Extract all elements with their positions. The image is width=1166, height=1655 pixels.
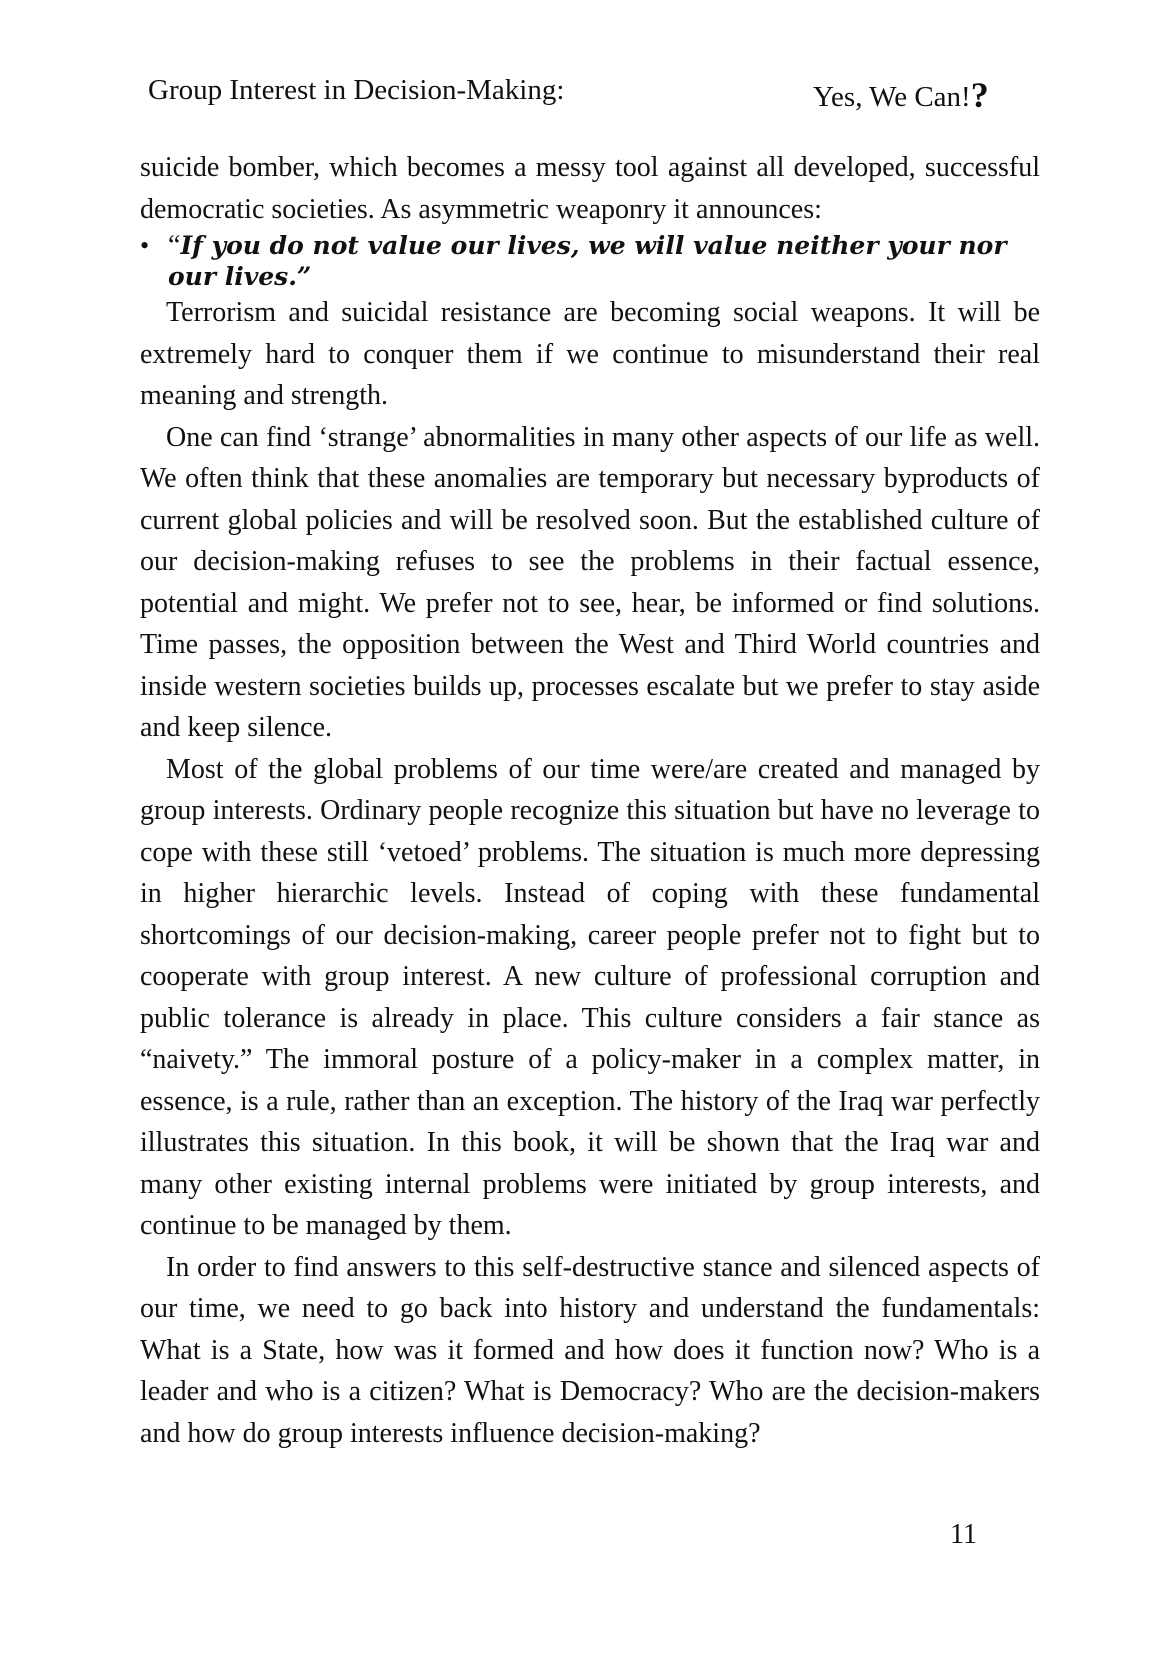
quote-open-mark: “ bbox=[168, 230, 181, 261]
header-question-mark: ? bbox=[970, 75, 989, 115]
header-book-title bbox=[813, 74, 989, 116]
running-header bbox=[148, 74, 1018, 114]
header-book-title-text: Yes, We Can! bbox=[813, 81, 971, 113]
header-chapter-title: Group Interest in Decision-Making: bbox=[148, 74, 565, 106]
paragraph-2: One can find ‘strange’ abnormalities in many other aspects of our life as well. We often think that these anomalies are temporary but necessary byproducts of current global policies and will be resolved soon. But the established culture of our decision-making refuses to see the problems in their factual essence, potential and might. We prefer not to see, hear, be informed or find solutions. Time passes, the opposition between the West and Third World countries and inside western societies builds up, processes escalate but we prefer to stay aside and keep silence. bbox=[140, 421, 1040, 743]
quote-bullet-item bbox=[140, 230, 1040, 292]
paragraph-3: Most of the global problems of our time were/are created and managed by group interests. Ordinary people recognize this situation but have no leverage to cope with these still ‘vetoed’ problems. The situation is much more depressing in higher hierarchic levels. Instead of coping with these fundamental shortcomings of our decision-making, career people prefer not to fight but to cooperate with group interest. A new culture of professional corruption and public tolerance is already in place. This culture considers a fair stance as “naivety.” The immoral posture of a policy-maker in a complex matter, in essence, is a rule, rather than an exception. The history of the Iraq war perfectly illustrates this situation. In this book, it will be shown that the Iraq war and many other existing internal problems were initiated by group interests, and continue to be managed by them. bbox=[140, 753, 1040, 1241]
paragraph-continued: suicide bomber, which becomes a messy tool against all developed, successful democratic societies. As asymmetric weaponry it announces: bbox=[140, 152, 1040, 225]
paragraph-4: In order to find answers to this self-destructive stance and silenced aspects of our time, we need to go back into history and understand the fundamentals: What is a State, how was it formed and how does it function now? Who is a leader and who is a citizen? What is Democracy? Who are the decision-makers and how do group interests influence decision-making? bbox=[140, 1251, 1040, 1449]
paragraph-1: Terrorism and suicidal resistance are becoming social weapons. It will be extremely hard to conquer them if we continue to misunderstand their real meaning and strength. bbox=[140, 297, 1040, 411]
quote-text: If you do not value our lives, we will value neither your nor our lives.” bbox=[168, 231, 1007, 291]
bullet-icon: • bbox=[140, 231, 150, 260]
page-number: 11 bbox=[950, 1519, 977, 1550]
body-text bbox=[140, 147, 1040, 1454]
